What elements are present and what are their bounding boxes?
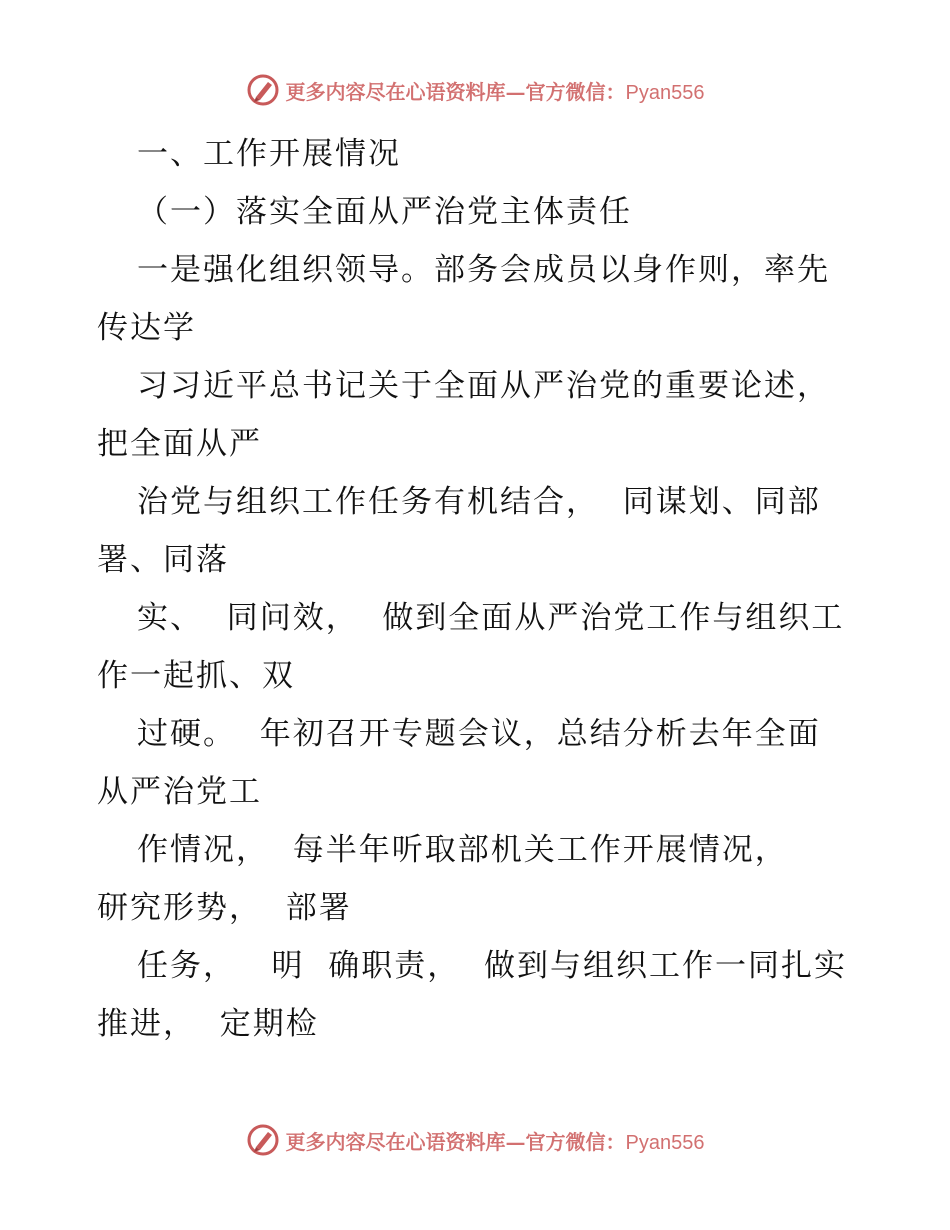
subsection-heading: （一）落实全面从严治党主体责任 — [137, 194, 632, 230]
paragraph-line: 推进， 定期检 — [97, 1006, 319, 1042]
pen-circle-logo-icon — [246, 73, 280, 107]
footer-watermark — [0, 1120, 950, 1160]
paragraph-line: 署、同落 — [97, 542, 229, 578]
paragraph-line: 传达学 — [97, 310, 196, 346]
watermark-text: 更多内容尽在心语资料库—官方微信：Pyan556 — [285, 79, 705, 104]
paragraph-line: 任务， 明 确职责， 做到与组织工作一同扎实 — [137, 948, 847, 984]
document-body — [97, 125, 857, 1053]
paragraph-line: 治党与组织工作任务有机结合， 同谋划、同部 — [137, 484, 821, 520]
section-heading: 一、工作开展情况 — [137, 136, 401, 172]
paragraph-line: 作一起抓、双 — [97, 658, 295, 694]
pen-circle-logo-icon — [246, 1123, 280, 1157]
paragraph-line: 一是强化组织领导。部务会成员以身作则，率先 — [137, 252, 830, 288]
header-watermark — [0, 70, 950, 110]
paragraph-line: 从严治党工 — [97, 774, 262, 810]
paragraph-line: 作情况， 每半年听取部机关工作开展情况， — [137, 832, 788, 868]
paragraph-line: 把全面从严 — [97, 426, 262, 462]
paragraph-line: 研究形势， 部署 — [97, 890, 352, 926]
paragraph-line: 过硬。 年初召开专题会议，总结分析去年全面 — [137, 716, 821, 752]
paragraph-line: 习习近平总书记关于全面从严治党的重要论述， — [137, 368, 830, 404]
watermark-text: 更多内容尽在心语资料库—官方微信：Pyan556 — [285, 1129, 705, 1154]
paragraph-line: 实、 同问效， 做到全面从严治党工作与组织工 — [137, 600, 845, 636]
